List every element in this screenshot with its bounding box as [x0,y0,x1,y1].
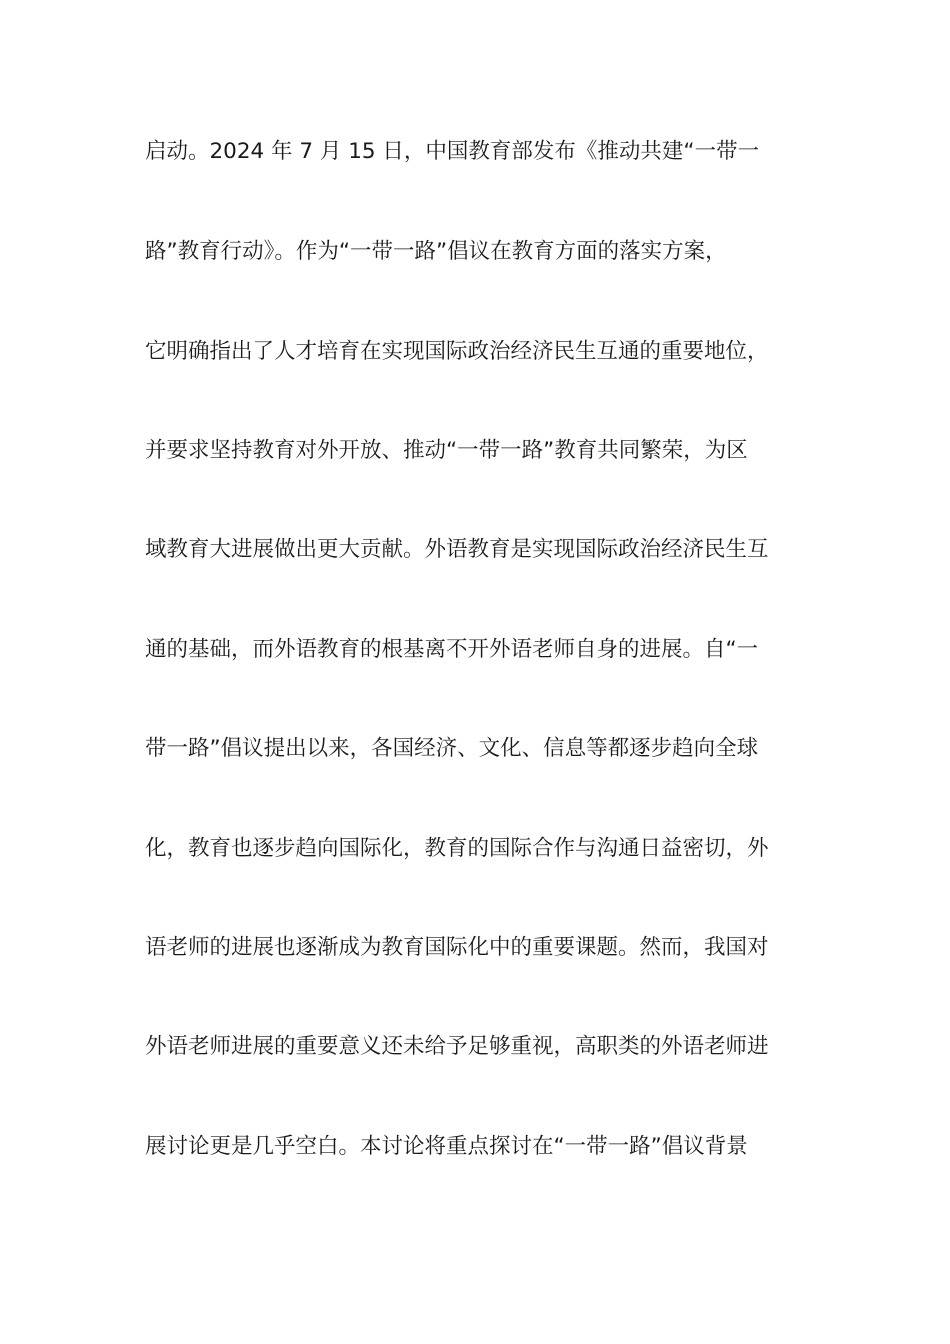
paragraph-line: 外语老师进展的重要意义还未给予足够重视，高职类的外语老师进 [145,1034,769,1059]
paragraph-line: 启动。2024 年 7 月 15 日，中国教育部发布《推动共建“一带一 [145,139,760,164]
paragraph-line: 展讨论更是几乎空白。本讨论将重点探讨在“一带一路”倡议背景 [145,1134,748,1159]
paragraph-line: 带一路”倡议提出以来，各国经济、文化、信息等都逐步趋向全球 [145,736,759,761]
paragraph-line: 通的基础，而外语教育的根基离不开外语老师自身的进展。自“一 [145,637,759,662]
paragraph-line: 化，教育也逐步趋向国际化，教育的国际合作与沟通日益密切，外 [145,836,769,861]
paragraph-line: 并要求坚持教育对外开放、推动“一带一路”教育共同繁荣，为区 [145,438,748,463]
paragraph-line: 语老师的进展也逐渐成为教育国际化中的重要课题。然而，我国对 [145,935,769,960]
paragraph-line: 它明确指出了人才培育在实现国际政治经济民生互通的重要地位， [145,339,769,364]
paragraph-line: 域教育大进展做出更大贡献。外语教育是实现国际政治经济民生互 [145,537,769,562]
paragraph-line: 路”教育行动》。作为“一带一路”倡议在教育方面的落实方案， [145,239,727,264]
